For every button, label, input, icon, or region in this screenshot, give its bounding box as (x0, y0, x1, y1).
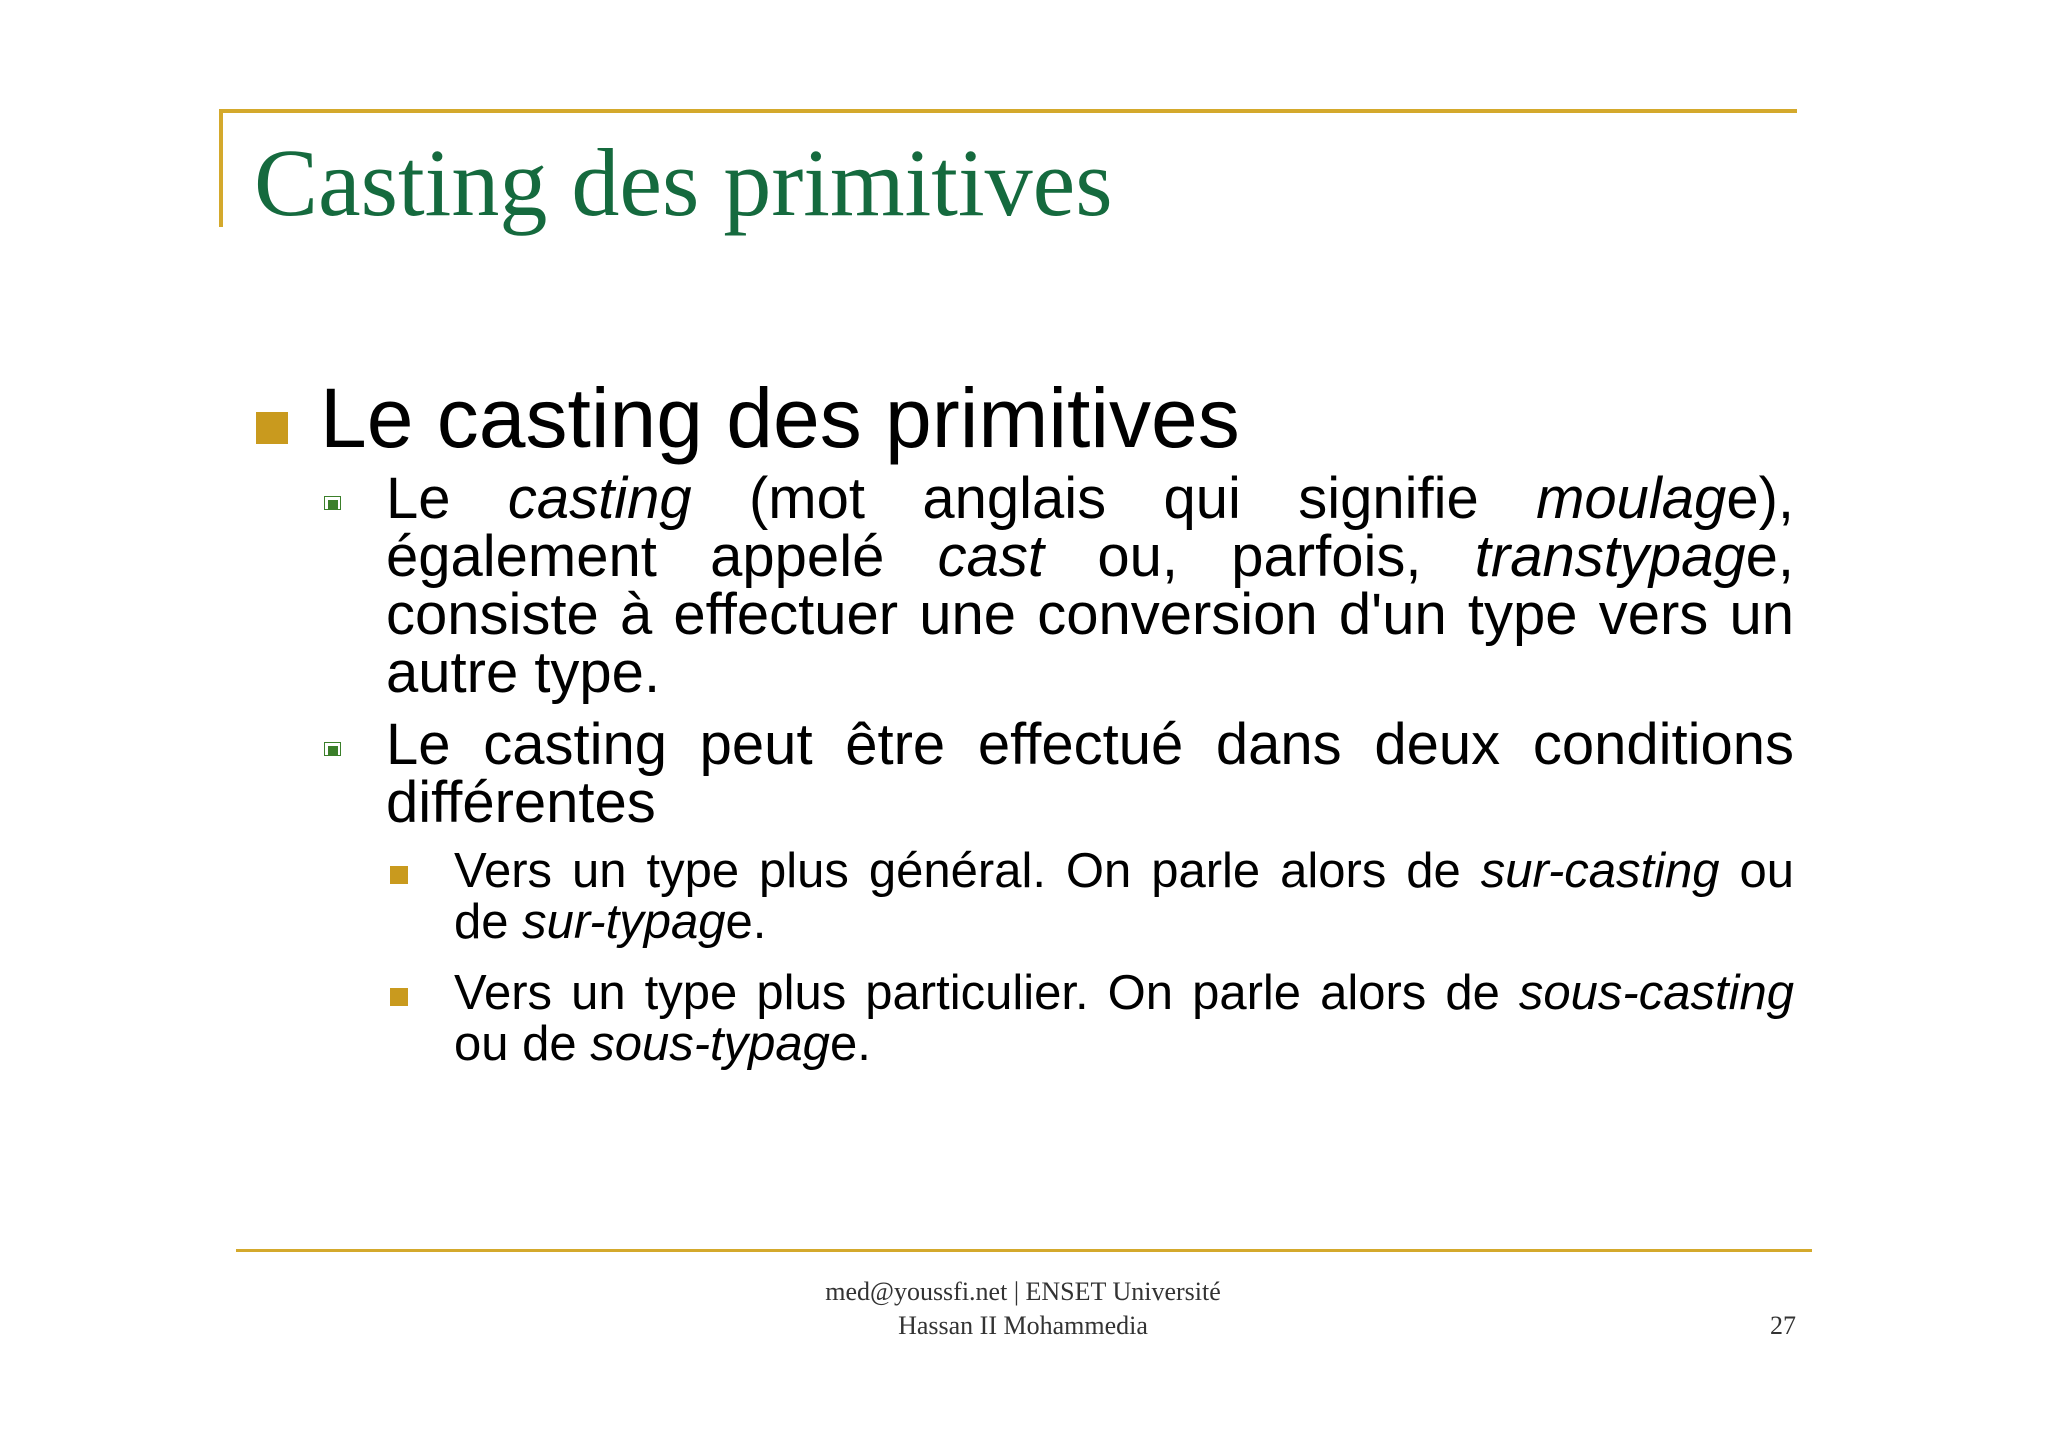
level1-heading: Le casting des primitives (320, 371, 1240, 465)
text-run-italic: sur-casting (1480, 844, 1720, 898)
text-run-italic: casting (507, 466, 692, 531)
text-run: e), également appelé (386, 466, 1794, 589)
square-bullet-icon (390, 866, 408, 884)
level3-item (390, 968, 1794, 1070)
text-run: Le (386, 466, 508, 531)
level2-item (324, 712, 1794, 1071)
footer-rule (236, 1249, 1812, 1252)
page-number: 27 (1770, 1311, 1796, 1340)
title-frame-left-rule (219, 109, 223, 227)
slide-title: Casting des primitives (254, 129, 1113, 236)
footer-line-1: med@youssfi.net | ENSET Université (825, 1277, 1221, 1306)
level2-text (386, 712, 1794, 835)
text-run: Vers un type plus général. On parle alors de (454, 844, 1481, 898)
text-run: ou de (454, 1017, 591, 1071)
level3-item (390, 846, 1794, 948)
title-frame-top-rule (219, 109, 1797, 113)
text-run: Le casting peut être effectué dans deux conditions différentes (386, 712, 1794, 835)
text-run-italic: cast (937, 524, 1045, 589)
footer-credit (700, 1275, 1346, 1343)
level2-text (386, 466, 1794, 705)
text-run-italic: sous-casting (1518, 966, 1794, 1020)
text-run: Vers un type plus particulier. On parle alors de (454, 966, 1519, 1020)
square-bullet-icon (390, 988, 408, 1006)
text-run: ou, parfois, (1044, 524, 1475, 589)
text-run-italic: transtypag (1474, 524, 1746, 589)
level3-list (386, 846, 1794, 1070)
text-run: e. (725, 895, 767, 949)
level2-list (256, 466, 1796, 1071)
footer-line-2: Hassan II Mohammedia (898, 1311, 1148, 1340)
square-bullet-icon (256, 412, 288, 444)
hollow-square-bullet-icon (324, 496, 341, 510)
text-run: (mot anglais qui signifie (691, 466, 1537, 531)
level3-text (454, 968, 1794, 1070)
slide-content (256, 368, 1796, 1070)
text-run-italic: sur-typag (522, 895, 726, 949)
text-run: e. (829, 1017, 871, 1071)
hollow-square-bullet-icon (324, 742, 341, 756)
level1-bullet-item (256, 368, 1796, 468)
text-run-italic: moulag (1536, 466, 1727, 531)
level3-text (454, 846, 1794, 948)
text-run: e, consiste à effectuer une conversion d'un type vers un autre type. (386, 524, 1794, 705)
text-run: ou de (454, 844, 1794, 949)
level2-item (324, 466, 1794, 705)
text-run-italic: sous-typag (590, 1017, 830, 1071)
